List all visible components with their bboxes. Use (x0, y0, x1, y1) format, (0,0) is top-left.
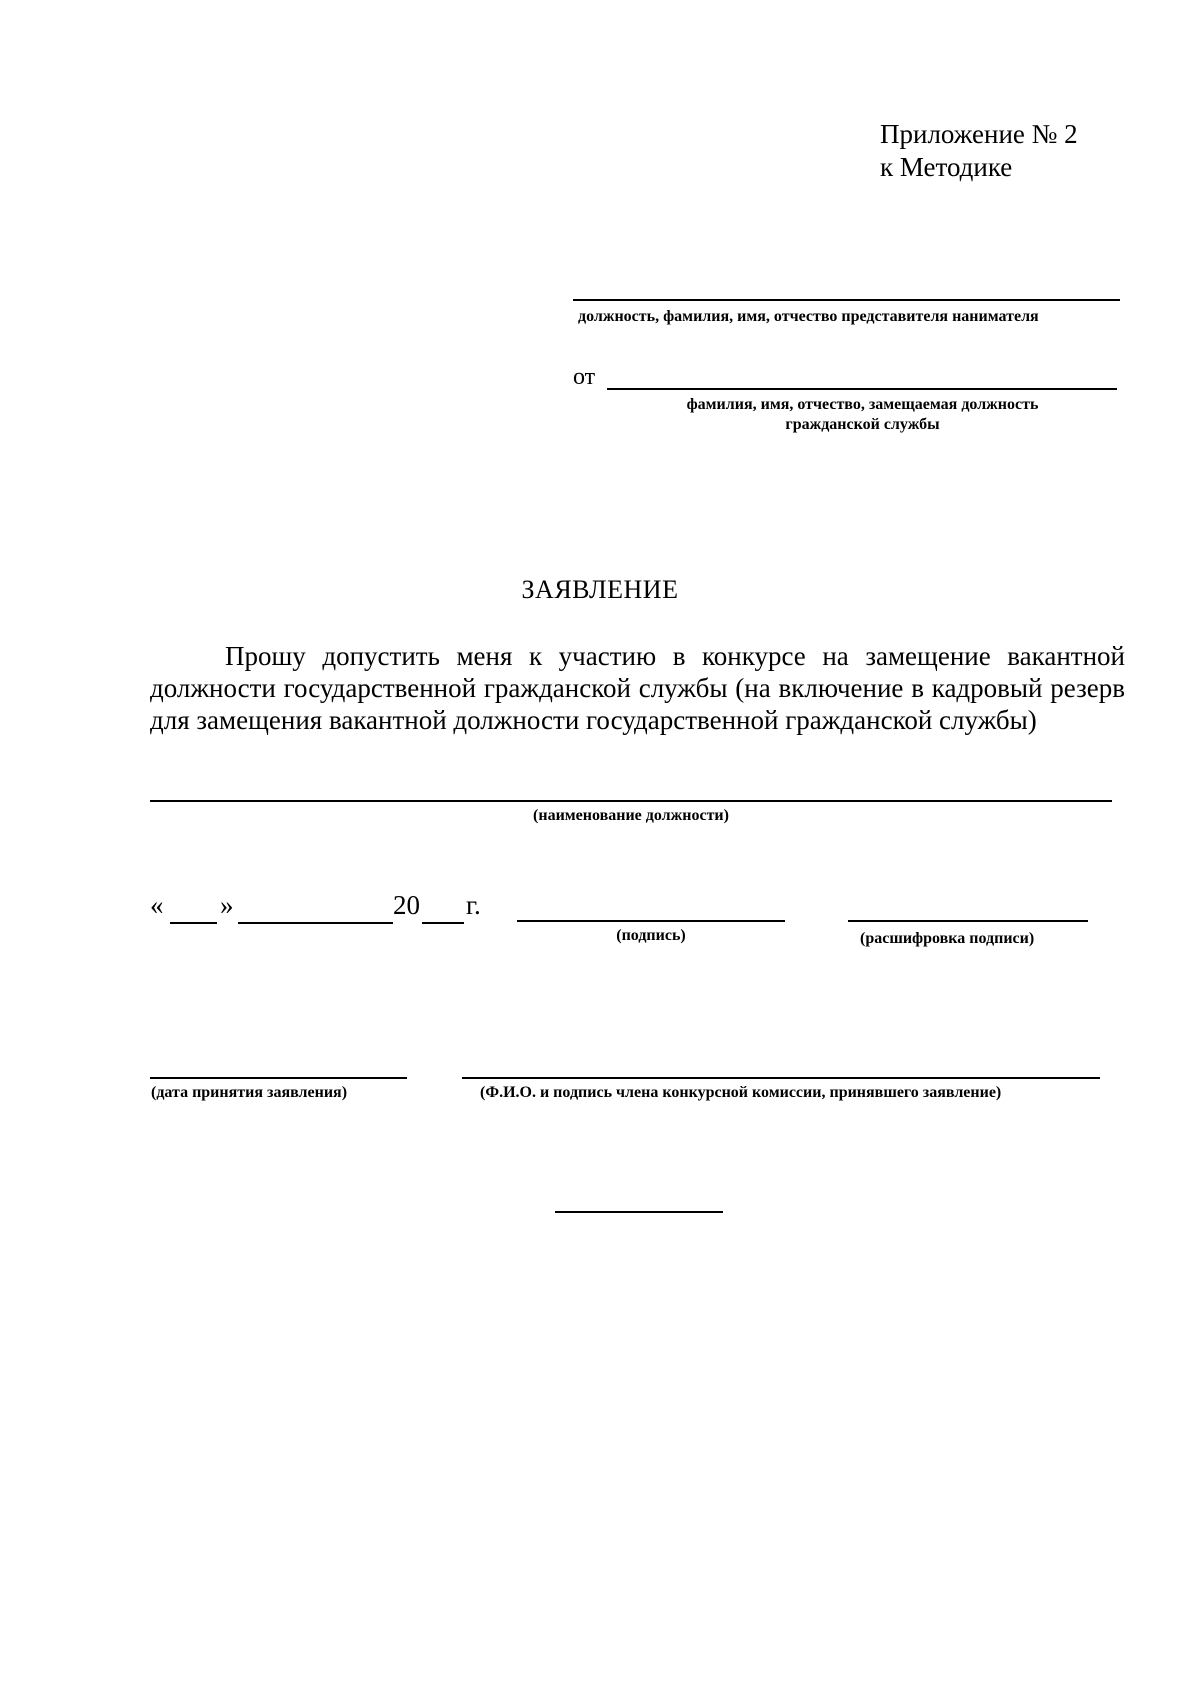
signature-decode-caption: (расшифровка подписи) (860, 930, 1035, 947)
sender-line[interactable] (607, 388, 1117, 390)
date-year-prefix: 20 (393, 890, 420, 920)
acceptance-date-caption: (дата принятия заявления) (151, 1084, 348, 1101)
date-month-line[interactable] (238, 922, 393, 924)
closing-separator (555, 1211, 723, 1213)
commission-member-caption: (Ф.И.О. и подпись члена конкурсной комиссии, принявшего заявление) (480, 1084, 1002, 1101)
appendix-heading (880, 118, 1078, 184)
application-body (150, 640, 1125, 736)
sender-caption (610, 395, 1115, 435)
sender-caption-line1: фамилия, имя, отчество, замещаемая должность (686, 396, 1039, 413)
addressee-caption: должность, фамилия, имя, отчество представителя нанимателя (578, 308, 1039, 325)
signature-line[interactable] (517, 920, 785, 922)
date-open-quote: « (150, 890, 164, 920)
acceptance-date-line[interactable] (150, 1077, 407, 1079)
sender-caption-line2: гражданской службы (785, 416, 940, 433)
signature-caption: (подпись) (616, 927, 686, 944)
signature-decode-line[interactable] (848, 920, 1088, 922)
date-year-line[interactable] (422, 922, 464, 924)
position-caption: (наименование должности) (533, 807, 729, 824)
position-line[interactable] (150, 800, 1112, 802)
appendix-reference: к Методике (880, 152, 1013, 182)
date-year-suffix: г. (466, 890, 481, 920)
application-text: Прошу допустить меня к участию в конкурсе на замещение вакантной должности государственной гражданской службы (на включение в кадровый резерв для замещения вакантной должности государственной гражданской службы) (150, 641, 1125, 735)
date-close-quote: » (220, 890, 234, 920)
appendix-number: Приложение № 2 (880, 119, 1078, 149)
date-day-line[interactable] (170, 922, 217, 924)
commission-member-line[interactable] (462, 1077, 1100, 1079)
sender-prefix: от (573, 364, 596, 390)
addressee-line[interactable] (573, 299, 1120, 301)
document-title: ЗАЯВЛЕНИЕ (521, 575, 679, 604)
